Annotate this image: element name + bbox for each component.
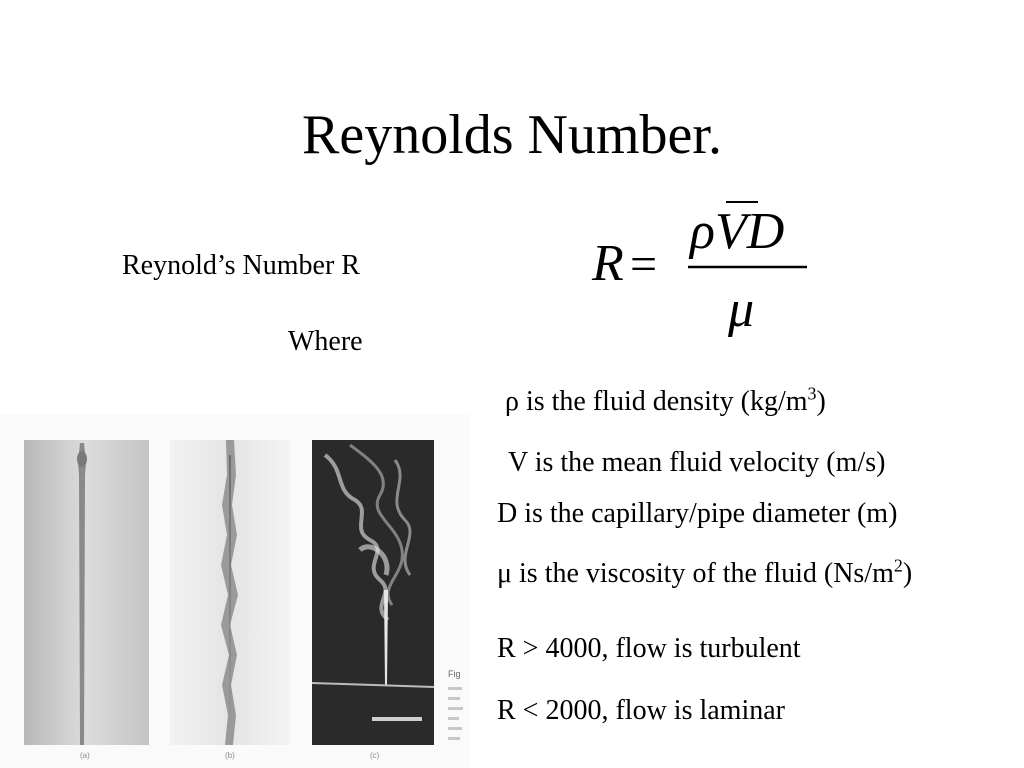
where-label: Where bbox=[288, 326, 363, 357]
definition-velocity: V is the mean fluid velocity (m/s) bbox=[508, 447, 886, 478]
laminar-criterion: R < 2000, flow is laminar bbox=[497, 695, 785, 726]
reynolds-number-label: Reynold’s Number R bbox=[122, 250, 360, 281]
reynolds-formula bbox=[580, 190, 820, 350]
definition-diameter: D is the capillary/pipe diameter (m) bbox=[497, 498, 898, 529]
formula-denominator: μ bbox=[728, 281, 755, 338]
panel-label-c: (c) bbox=[370, 751, 380, 760]
panel-label-a: (a) bbox=[80, 751, 90, 760]
panel-label-b: (b) bbox=[225, 751, 235, 760]
definition-viscosity: μ is the viscosity of the fluid $(Ns/m^2)$ bbox=[497, 555, 913, 589]
figure-caption-fragment: Fig bbox=[448, 669, 461, 679]
definition-density: ρ is the fluid density $(kg/m^3)$ bbox=[505, 383, 826, 417]
turbulent-criterion: R > 4000, flow is turbulent bbox=[497, 633, 801, 664]
slide-title: Reynolds Number. bbox=[302, 104, 722, 166]
photo-turbulent-flow bbox=[312, 440, 434, 745]
flow-regime-photos bbox=[0, 415, 470, 768]
photo-transitional-flow bbox=[170, 440, 290, 745]
formula-lhs: R bbox=[592, 235, 624, 292]
formula-numerator: ρVD bbox=[690, 203, 785, 260]
formula-equals: = bbox=[630, 238, 658, 291]
photo-laminar-flow bbox=[24, 440, 149, 745]
